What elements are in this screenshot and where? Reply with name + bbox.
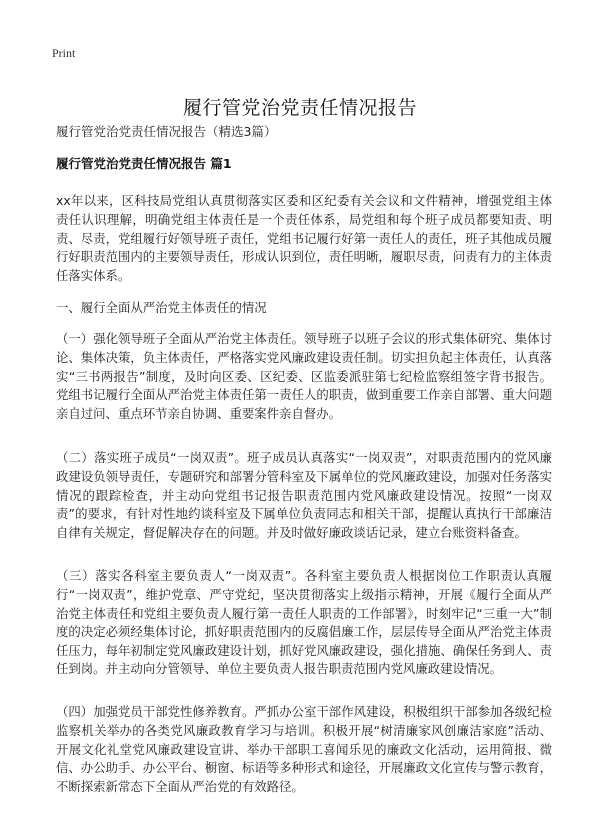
intro-paragraph: xx年以来，区科技局党组认真贯彻落实区委和区纪委有关会议和文件精神，增强党组主体责任认识理解，明确党组主体责任是一个责任体系，局党组和每个班子成员都要知责、明责、尽责，党组履行好领导班子责任，党组书记履行好第一责任人的责任，班子其他成员履行好职责范围内的主要领导责任，形成认识到位，责任明晰，履职尽责，问责有力的主体责任落实体系。 <box>56 193 552 283</box>
body-paragraph: （一）强化领导班子全面从严治党主体责任。领导班子以班子会议的形式集体研究、集体讨论、集体决策，负主体责任，严格落实党风廉政建设责任制。切实担负起主体责任，认真落实“三书两报告”制度，及时向区委、区纪委、区监委派驻第七纪检监察组签字背书报告。党组书记履行全面从严治党主体责任第一责任人的职责，做到重要工作亲自部署、重大问题亲自过问、重点环节亲自协调、重要案件亲自督办。 <box>56 331 552 421</box>
body-paragraph: （四）加强党员干部党性修养教育。严抓办公室干部作风建设，积极组织干部参加各级纪检监察机关举办的各类党风廉政教育学习与培训。积极开展“树清廉家风创廉洁家庭”活动、开展文化礼堂党风廉政建设宣讲、举办干部职工喜闻乐见的廉政文化活动，运用简报、微信、办公助手、办公平台、橱窗、标语等多种形式和途径，开展廉政文化宣传与警示教育，不断探索新常态下全面从严治党的有效路径。 <box>56 704 552 794</box>
page-title: 履行管党治党责任情况报告 <box>182 96 417 119</box>
section-heading: 一、履行全面从严治党主体责任的情况 <box>56 300 267 316</box>
body-paragraph: （三）落实各科室主要负责人“一岗双责”。各科室主要负责人根据岗位工作职责认真履行“一岗双责”，维护党章、严守党纪，坚决贯彻落实上级指示精神，开展《履行全面从严治党主体责任和党组主要负责人履行第一责任人职责的工作部署》，时刻牢记“三重一大”制度的决定必须经集体讨论，抓好职责范围内的反腐倡廉工作，层层传导全面从严治党主体责任压力，每年初制定党风廉政建设计划，抓好党风廉政建设，强化措施、确保任务到人、责任到岗。并主动向分管领导、单位主要负责人报告职责范围内党风廉政建设情况。 <box>56 568 552 677</box>
document-subtitle: 履行管党治党责任情况报告（精选3篇） <box>56 124 277 139</box>
body-paragraph: （二）落实班子成员“一岗双责”。班子成员认真落实“一岗双责”，对职责范围内的党风廉政建设负领导责任，专题研究和部署分管科室及下属单位的党风廉政建设，加强对任务落实情况的跟踪检查，并主动向党组书记报告职责范围内党风廉政建设情况。按照“一岗双责”的要求，有针对性地约谈科室及下属单位负责同志和相关干部，提醒认真执行干部廉洁自律有关规定，督促解决存在的问题。并及时做好廉政谈话记录，建立台账资料备查。 <box>56 450 552 540</box>
article-heading: 履行管党治党责任情况报告 篇1 <box>56 156 232 171</box>
print-link[interactable]: Print <box>52 46 76 60</box>
